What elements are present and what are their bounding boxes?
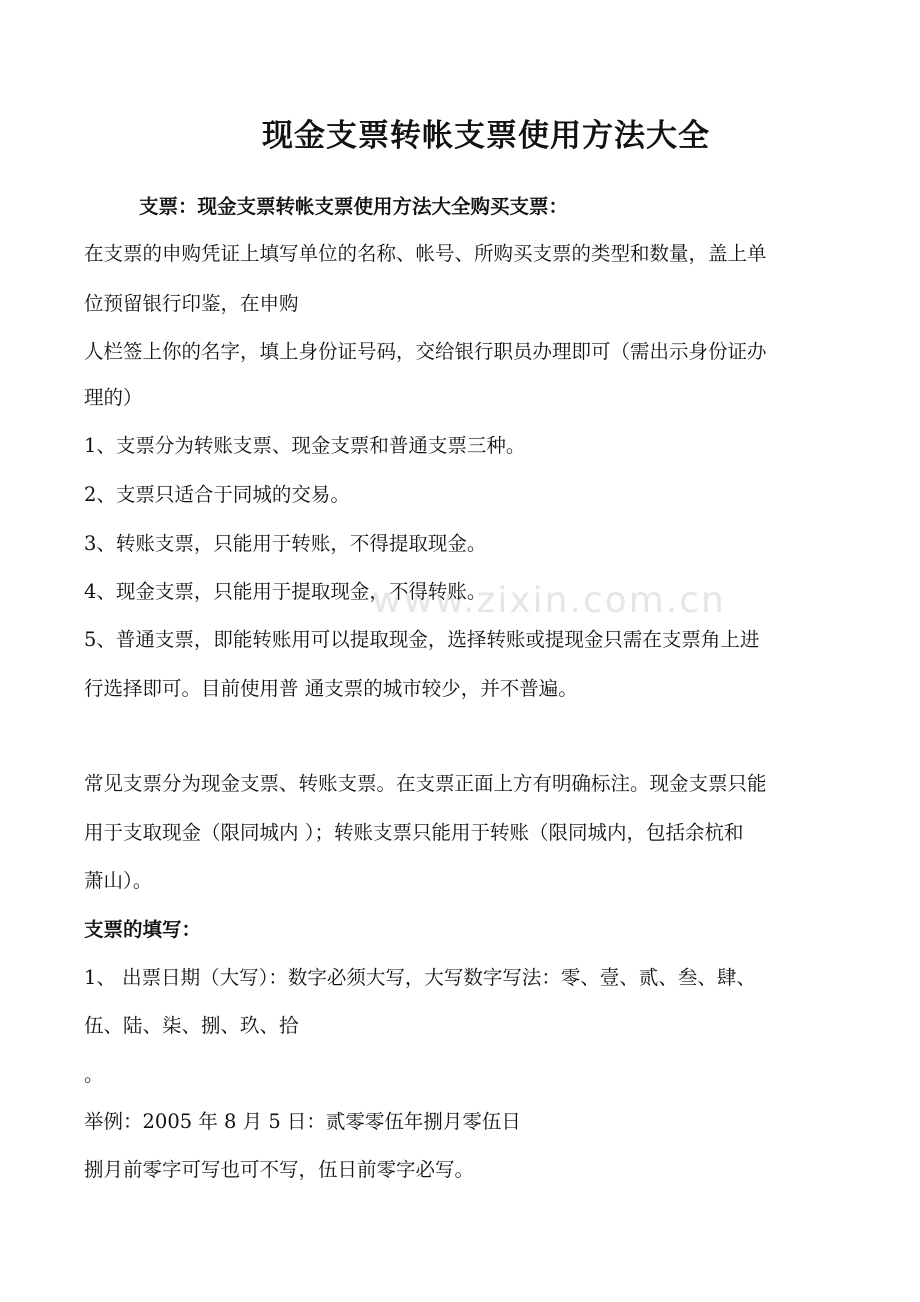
body-line: 捌月前零字可写也可不写，伍日前零字必写。 <box>84 1158 475 1181</box>
body-line: 伍、陆、柒、捌、玖、拾 <box>84 1014 299 1037</box>
body-line: 理的） <box>84 386 143 409</box>
subheading: 支票：现金支票转帐支票使用方法大全购买支票： <box>139 195 569 218</box>
body-line: 位预留银行印鉴，在申购 <box>84 292 299 315</box>
body-line: 在支票的申购凭证上填写单位的名称、帐号、所购买支票的类型和数量，盖上单 <box>84 242 767 265</box>
page-title: 现金支票转帐支票使用方法大全 <box>262 118 710 154</box>
body-line: 。 <box>84 1063 104 1086</box>
body-line: 萧山）。 <box>84 869 153 892</box>
list-item: 1、支票分为转账支票、现金支票和普通支票三种。 <box>84 434 526 457</box>
body-line: 举例：2005 年 8 月 5 日：贰零零伍年捌月零伍日 <box>84 1110 521 1133</box>
list-item: 2、支票只适合于同城的交易。 <box>84 483 350 506</box>
list-item: 5、普通支票，即能转账用可以提取现金，选择转账或提现金只需在支票角上进 <box>84 628 760 651</box>
body-line: 人栏签上你的名字，填上身份证号码，交给银行职员办理即可（需出示身份证办 <box>84 340 767 363</box>
watermark: www.zixin.com.cn <box>372 580 726 621</box>
list-item: 1、 出票日期（大写）：数字必须大写，大写数字写法：零、壹、贰、叁、肆、 <box>84 966 756 989</box>
body-line: 行选择即可。目前使用普 通支票的城市较少，并不普遍。 <box>84 677 578 700</box>
body-line: 常见支票分为现金支票、转账支票。在支票正面上方有明确标注。现金支票只能 <box>84 772 767 795</box>
list-item: 4、现金支票，只能用于提取现金，不得转账。 <box>84 580 487 603</box>
body-line: 用于支取现金（限同城内 ）；转账支票只能用于转账（限同城内，包括余杭和 <box>84 821 744 844</box>
list-item: 3、转账支票，只能用于转账，不得提取现金。 <box>84 532 487 555</box>
section-heading: 支票的填写： <box>84 918 202 941</box>
